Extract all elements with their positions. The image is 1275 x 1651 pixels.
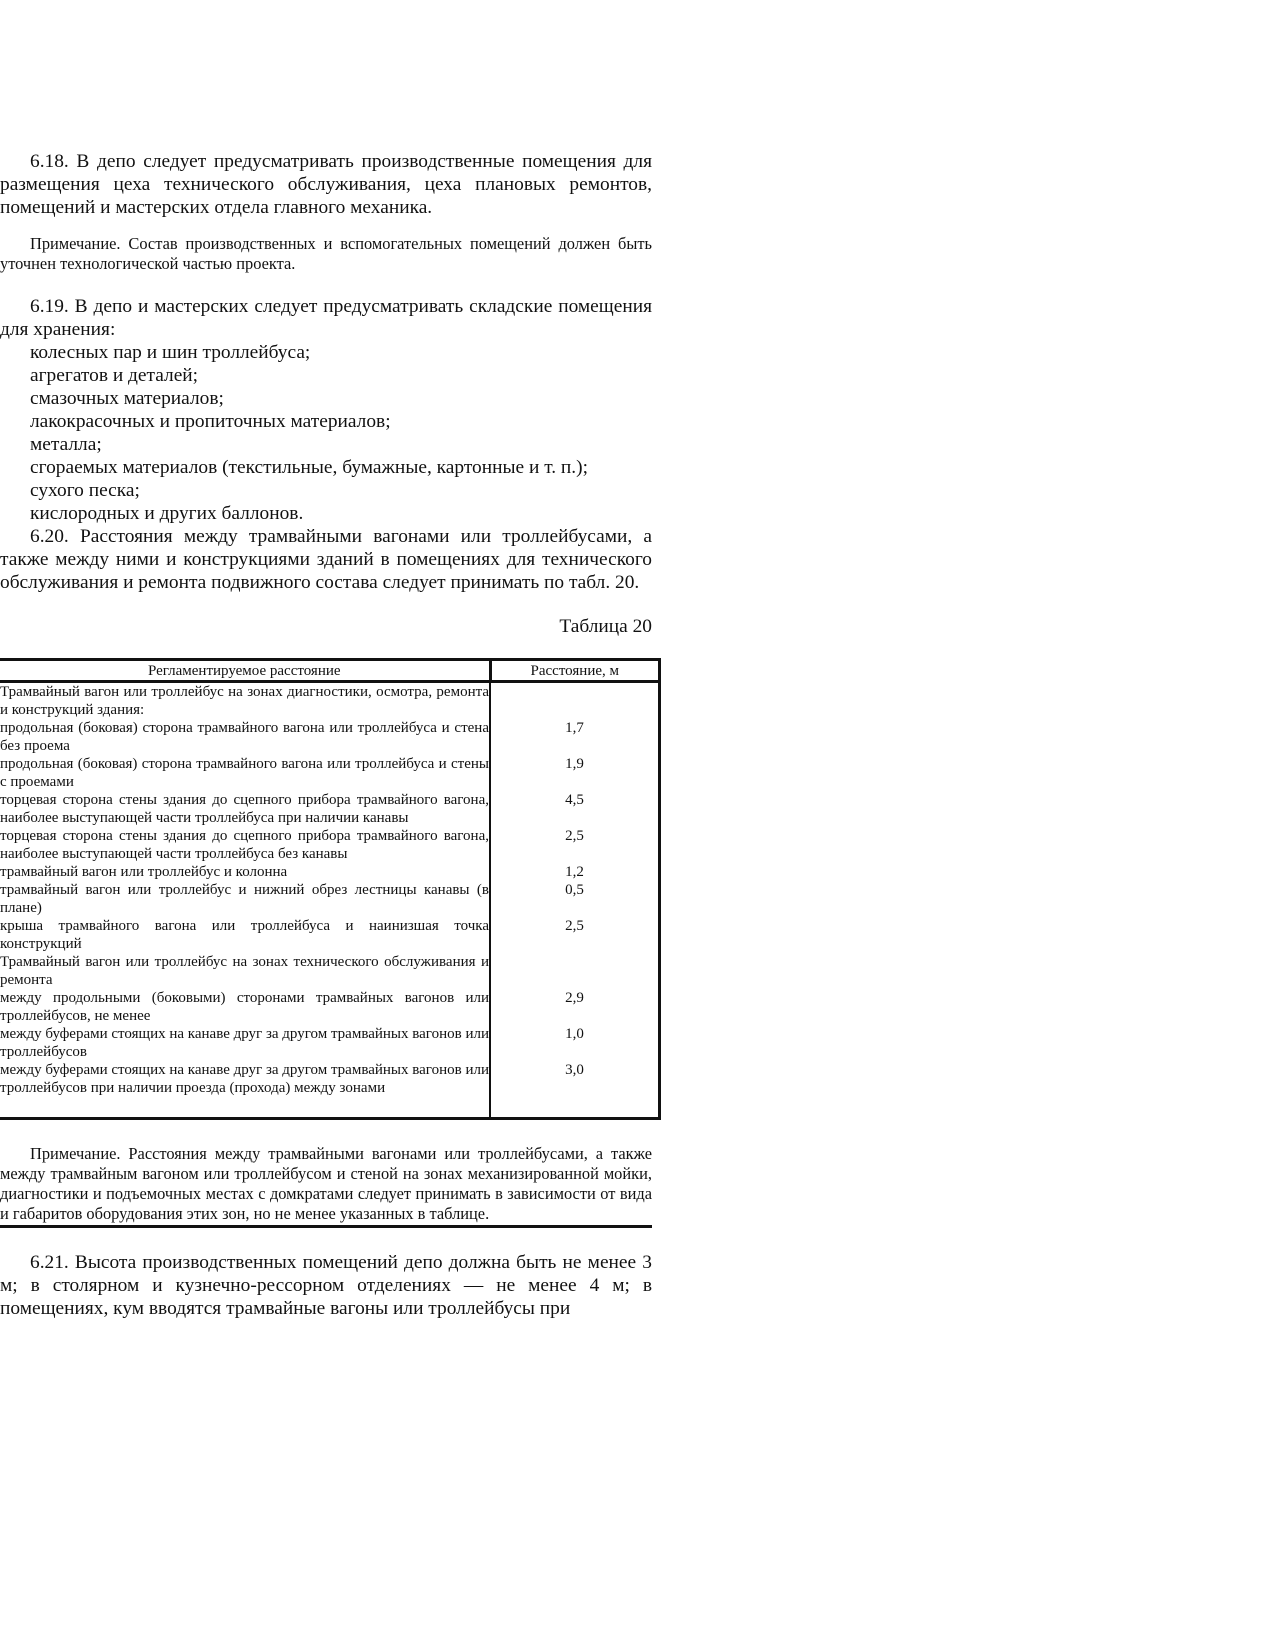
storage-list (0, 341, 652, 525)
column-header-distance-type: Регламентируемое расстояние (0, 660, 490, 682)
table-header-row (0, 660, 660, 682)
list-item: металла; (30, 434, 102, 455)
row-description: торцевая сторона стены здания до сцепного прибора трамвайного вагона, наиболее выступающей части троллейбуса при наличии канавы (0, 792, 489, 826)
row-value: 0,5 (490, 881, 660, 917)
table-row (0, 1025, 660, 1061)
note-table-20: Примечание. Расстояния между трамвайными вагонами или троллейбусами, а также между трамвайным вагоном или троллейбусом и стеной на зонах механизированной мойки, диагностики и подъемочных местах с домкратами следует принимать в зависимости от вида и габаритов оборудования этих зон, но не менее указанных в таблице. (0, 1144, 652, 1228)
table-row (0, 755, 660, 791)
row-value: 2,5 (490, 917, 660, 953)
list-item: сгораемых материалов (текстильные, бумажные, картонные и т. п.); (30, 457, 588, 478)
row-value: 2,5 (490, 827, 660, 863)
list-item: смазочных материалов; (30, 388, 224, 409)
paragraph-6-21: 6.21. Высота производственных помещений депо должна быть не менее 3 м; в столярном и кузнечно-рессорном отделениях — не менее 4 м; в помещениях, кум вводятся трамвайные вагоны или троллейбусы при (0, 1252, 652, 1319)
row-value: 4,5 (490, 791, 660, 827)
paragraph-6-18: 6.18. В депо следует предусматривать производственные помещения для размещения цеха технического обслуживания, цеха плановых ремонтов, помещений и мастерских отдела главного механика. (0, 151, 652, 218)
document-column (0, 150, 652, 1320)
list-item: агрегатов и деталей; (30, 365, 199, 386)
distance-table (0, 658, 661, 1120)
table-row (0, 989, 660, 1025)
table-row (0, 917, 660, 953)
table-row (0, 1061, 660, 1097)
row-description: трамвайный вагон или троллейбус и нижний обрез лестницы канавы (в плане) (0, 882, 489, 916)
table-row (0, 881, 660, 917)
row-description: продольная (боковая) сторона трамвайного вагона или троллейбуса и стены с проемами (0, 756, 489, 790)
group-heading: Трамвайный вагон или троллейбус на зонах технического обслуживания и ремонта (0, 954, 489, 988)
table-group-row (0, 953, 660, 989)
row-value: 1,7 (490, 719, 660, 755)
paragraph-6-20: 6.20. Расстояния между трамвайными вагонами или троллейбусами, а также между ними и конструкциями зданий в помещениях для технического обслуживания и ремонта подвижного состава следует принимать по табл. 20. (0, 526, 652, 593)
row-value: 2,9 (490, 989, 660, 1025)
list-item: колесных пар и шин троллейбуса; (30, 342, 311, 363)
table-caption: Таблица 20 (559, 616, 652, 637)
row-value: 1,2 (490, 863, 660, 881)
paragraph-6-19: 6.19. В депо и мастерских следует предусматривать складские помещения для хранения: (0, 296, 652, 340)
list-item: лакокрасочных и пропиточных материалов; (30, 411, 391, 432)
table-row (0, 719, 660, 755)
table-row (0, 863, 660, 881)
row-value: 1,0 (490, 1025, 660, 1061)
list-item: кислородных и других баллонов. (30, 503, 304, 524)
row-value: 1,9 (490, 755, 660, 791)
row-description: трамвайный вагон или троллейбус и колонна (0, 863, 490, 881)
row-description: между продольными (боковыми) сторонами трамвайных вагонов или троллейбусов, не менее (0, 990, 489, 1024)
row-description: крыша трамвайного вагона или троллейбуса и наинизшая точка конструкций (0, 918, 489, 952)
row-description: продольная (боковая) сторона трамвайного вагона или троллейбуса и стена без проема (0, 720, 489, 754)
table-row (0, 791, 660, 827)
row-value: 3,0 (490, 1061, 660, 1097)
column-header-distance-m: Расстояние, м (490, 660, 660, 682)
table-group-row (0, 682, 660, 720)
row-description: торцевая сторона стены здания до сцепного прибора трамвайного вагона, наиболее выступающей части троллейбуса без канавы (0, 828, 489, 862)
note-6-18: Примечание. Состав производственных и вспомогательных помещений должен быть уточнен технологической частью проекта. (0, 234, 652, 273)
row-description: между буферами стоящих на канаве друг за другом трамвайных вагонов или троллейбусов при наличии проезда (прохода) между зонами (0, 1062, 489, 1096)
list-item: сухого песка; (30, 480, 140, 501)
table-end-row (0, 1097, 660, 1119)
group-heading: Трамвайный вагон или троллейбус на зонах диагностики, осмотра, ремонта и конструкций здания: (0, 682, 490, 720)
row-description: между буферами стоящих на канаве друг за другом трамвайных вагонов или троллейбусов (0, 1026, 489, 1060)
table-row (0, 827, 660, 863)
